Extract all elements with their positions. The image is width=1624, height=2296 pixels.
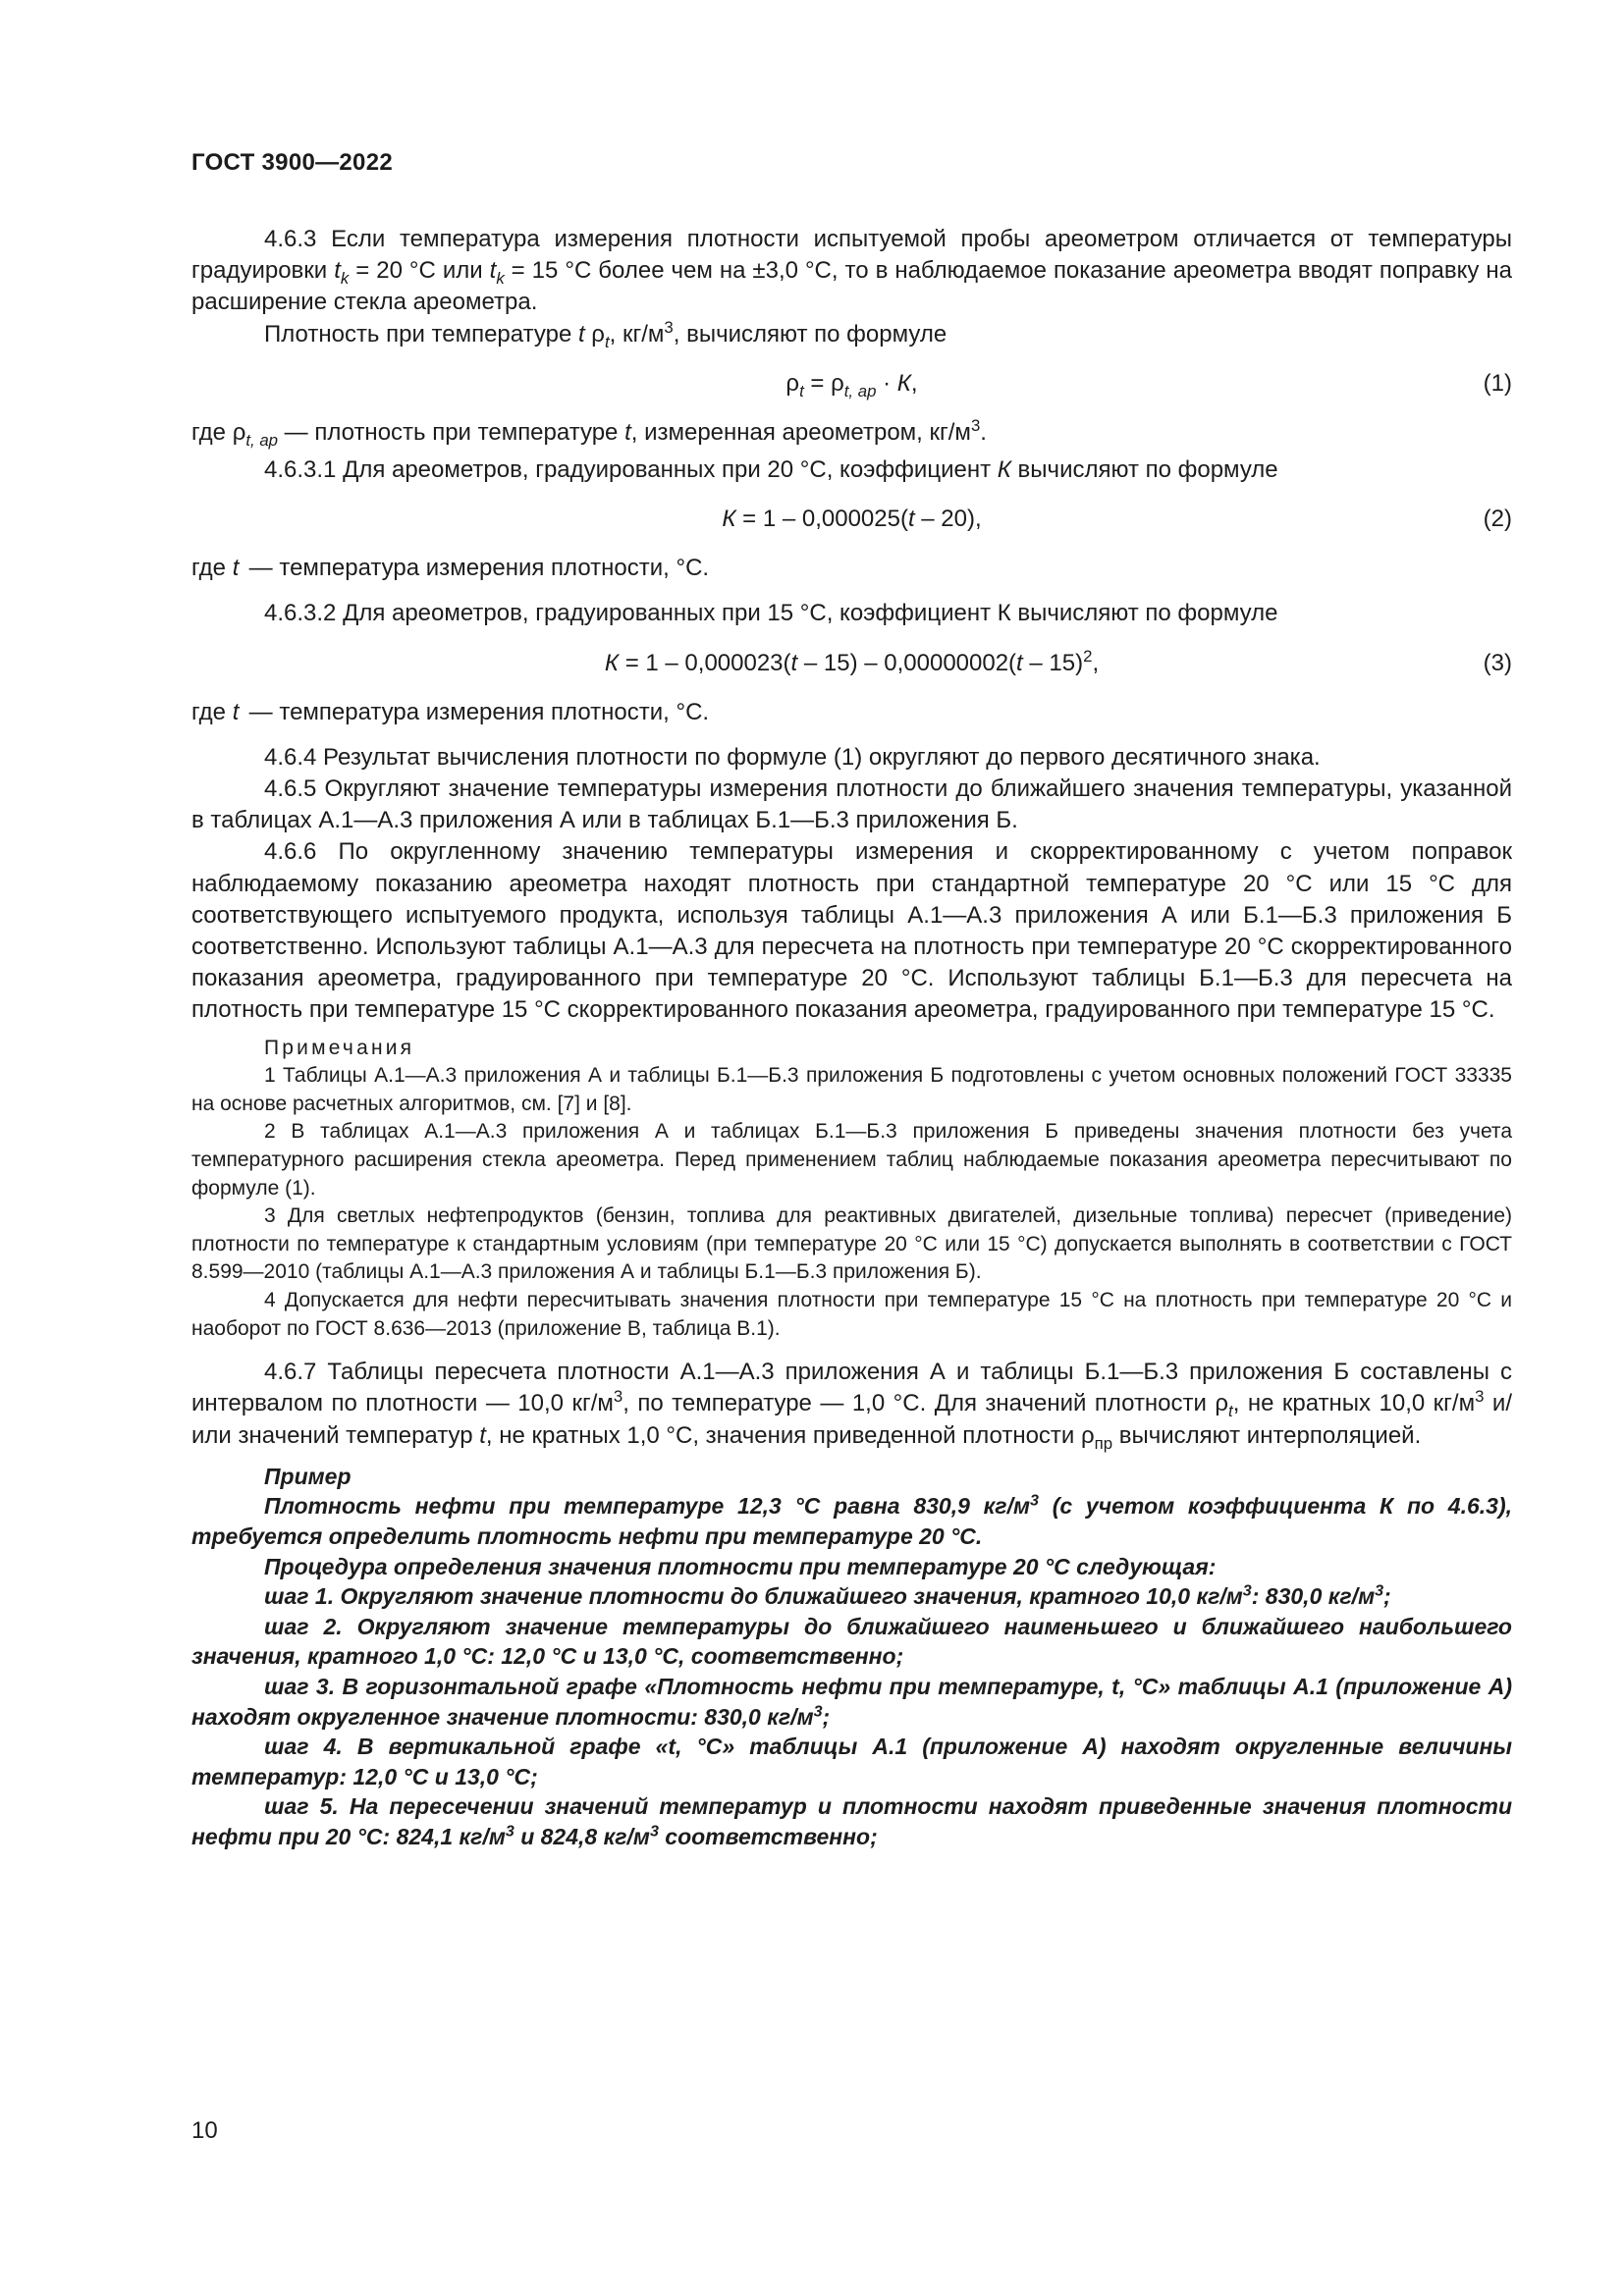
document-header: ГОСТ 3900—2022 <box>191 149 394 176</box>
where-3: где t — температура измерения плотности, °C. <box>191 698 710 725</box>
example-block <box>191 1462 1512 1852</box>
paragraph-4-6-6: 4.6.6 По округленному значению температуры измерения и скорректированному с учетом поправок наблюдаемому показанию ареометра находят плотность при стандартной температуре 20 °C или 15 °C для соответствующего испытуемого продукта, используя таблицы А.1—А.3 приложения А или Б.1—Б.3 приложения Б соответственно. Используют таблицы А.1—А.3 для пересчета на плотность при температуре 20 °C скорректированного показания ареометра, градуированного при температуре 20 °C. Используют таблицы Б.1—Б.3 для пересчета на плотность при температуре 15 °C скорректированного показания ареометра, градуированного при температуре 15 °C. <box>191 838 1512 1024</box>
example-step-4: шаг 4. В вертикальной графе «t, °C» таблицы А.1 (приложение А) находят округленные величины температур: 12,0 °C и 13,0 °C; <box>191 1734 1512 1789</box>
paragraph-4-6-3-2: 4.6.3.2 Для ареометров, градуированных при 15 °C, коэффициент К вычисляют по формуле <box>264 600 1278 627</box>
formula-3: К = 1 – 0,000023(t – 15) – 0,00000002(t – 15)$^2$, (3) <box>191 644 1512 683</box>
where-1: где $\rho_{t, ар}$ — плотность при температуре t, измеренная ареометром, $кг/м^3$. <box>191 415 987 450</box>
where-2: где t — температура измерения плотности, °C. <box>191 555 710 582</box>
note-item: 2 В таблицах А.1—А.3 приложения А и таблицах Б.1—Б.3 приложения Б приведены значения плотности без учета температурного расширения стекла ареометра. Перед применением таблиц наблюдаемые показания ареометра пересчитывают по формуле (1). <box>191 1120 1512 1200</box>
example-line: Плотность нефти при температуре 12,3 °C равна 830,9 $кг/м^3$ (с учетом коэффициента К по 4.6.3), требуется определить плотность нефти при температуре 20 °C. <box>191 1491 1513 1549</box>
note-item: 3 Для светлых нефтепродуктов (бензин, топлива для реактивных двигателей, дизельные топлива) пересчет (приведение) плотности по температуре к стандартным условиям (при температуре 20 °C или 15 °C) допускается выполнять в соответствии с ГОСТ 8.599—2010 (таблицы А.1—А.3 приложения А и таблицы Б.1—Б.3 приложения Б). <box>191 1204 1512 1284</box>
formula-2: К = 1 – 0,000025(t – 20), (2) <box>191 500 1512 539</box>
paragraph-4-6-3: 4.6.3 Если температура измерения плотности испытуемой пробы ареометром отличается от температуры градуировки $t_k = 20$ °C или $t_k = 15$ °C более чем на ±3,0 °C, то в наблюдаемое показание ареометра вводят поправку на расширение стекла ареометра. <box>191 226 1513 316</box>
note-item: 1 Таблицы А.1—А.3 приложения А и таблицы Б.1—Б.3 приложения Б подготовлены с учетом основных положений ГОСТ 33335 на основе расчетных алгоритмов, см. [7] и [8]. <box>191 1064 1512 1115</box>
paragraph-4-6-3-1: 4.6.3.1 Для ареометров, градуированных при 20 °C, коэффициент К вычисляют по формуле <box>264 456 1278 484</box>
paragraph-density-intro: Плотность при температуре t $\rho_t$, $кг/м^3$, вычисляют по формуле <box>264 317 947 351</box>
formula-3-number: (3) <box>1483 649 1512 676</box>
example-step-5: шаг 5. На пересечении значений температур и плотности находят приведенные значения плотности нефти при 20 °C: 824,1 $кг/м^3$ и 824,8 $кг/м^3$ соответственно; <box>191 1793 1512 1849</box>
example-step-3: шаг 3. В горизонтальной графе «Плотность нефти при температуре, t, °C» таблицы А.1 (приложение А) находят округленное значение плотности: 830,0 $кг/м^3$; <box>191 1673 1512 1730</box>
document-body <box>191 224 1512 1852</box>
paragraph-4-6-7: 4.6.7 Таблицы пересчета плотности А.1—А.3 приложения А и таблицы Б.1—Б.3 приложения Б составлены с интервалом по плотности — 10,0 $кг/м^3$, по температуре — 1,0 °C. Для значений плотности $\rho_t$, не кратных 10,0 $кг/м^3$ и/или значений температур t, не кратных 1,0 °C, значения приведенной плотности $\rho_{пр}$ вычисляют интерполяцией. <box>191 1359 1512 1453</box>
example-step-2: шаг 2. Округляют значение температуры до ближайшего наименьшего и ближайшего наибольшего значения, кратного 1,0 °C: 12,0 °C и 13,0 °C, соответственно; <box>191 1613 1512 1670</box>
formula-2-number: (2) <box>1483 506 1512 533</box>
paragraph-4-6-4: 4.6.4 Результат вычисления плотности по формуле (1) округляют до первого десятичного знака. <box>264 743 1321 771</box>
example-line: Процедура определения значения плотности при температуре 20 °C следующая: <box>264 1553 1217 1579</box>
page-number: 10 <box>191 2117 218 2144</box>
formula-1-number: (1) <box>1483 369 1512 397</box>
example-title: Пример <box>264 1463 352 1489</box>
example-step-1: шаг 1. Округляют значение плотности до ближайшего значения, кратного 10,0 $кг/м^3$: 830,0 $кг/м^3$; <box>264 1581 1391 1610</box>
note-item: 4 Допускается для нефти пересчитывать значения плотности при температуре 15 °C на плотность при температуре 20 °C и наоборот по ГОСТ 8.636—2013 (приложение В, таблица В.1). <box>191 1289 1512 1340</box>
formula-1: $\rho_t = \rho_{t, ар} \cdot К$, (1) <box>191 364 1512 403</box>
paragraph-4-6-5: 4.6.5 Округляют значение температуры измерения плотности до ближайшего значения температуры, указанной в таблицах А.1—А.3 приложения А или в таблицах Б.1—Б.3 приложения Б. <box>191 775 1512 834</box>
notes-block <box>191 1035 1512 1344</box>
notes-title: Примечания <box>264 1036 415 1059</box>
